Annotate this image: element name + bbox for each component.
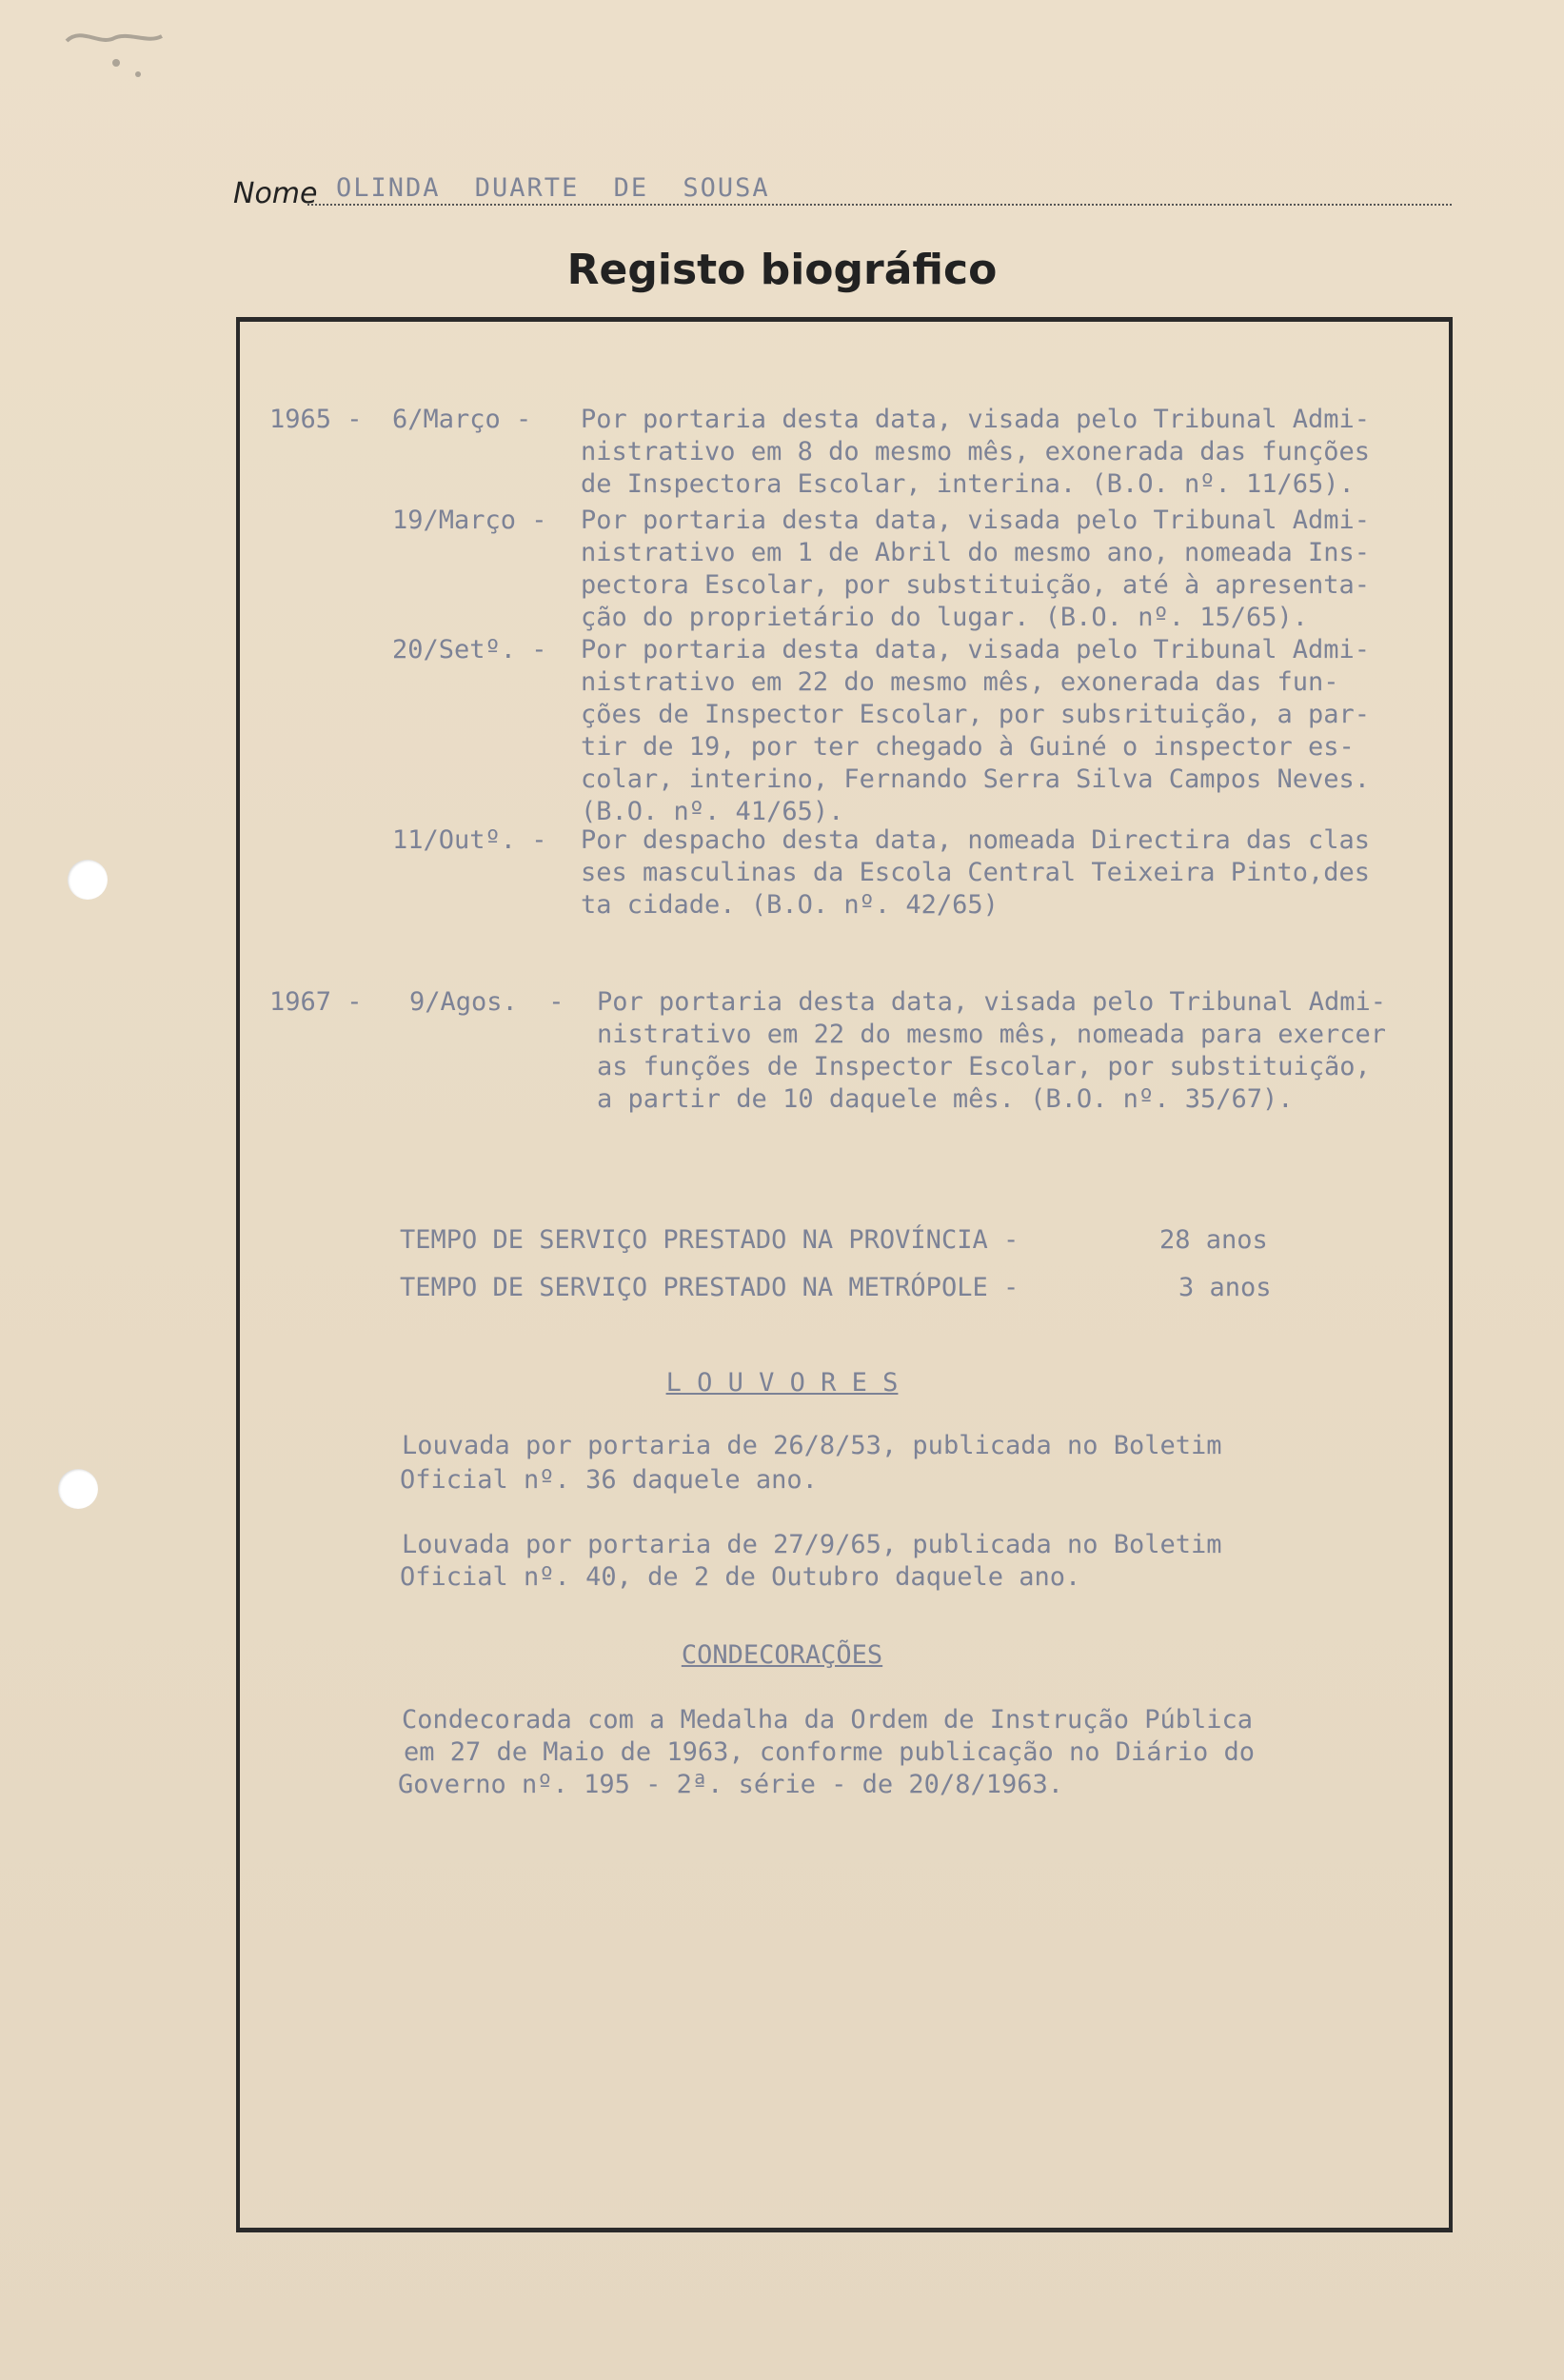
service-value: 3 anos [1178, 1273, 1272, 1302]
punch-hole-top [68, 860, 108, 900]
entry-text-line: a partir de 10 daquele mês. (B.O. nº. 35/67). [597, 1084, 1294, 1114]
entry-text-line: Por despacho desta data, nomeada Directira das clas [581, 825, 1371, 855]
name-label: Nome [233, 177, 318, 210]
entry-date: 19/Março - [392, 506, 547, 535]
ink-stain [57, 17, 171, 84]
entry-year: 1965 - [269, 405, 363, 434]
entry-text-line: nistrativo em 22 do mesmo mês, exonerada das fun- [581, 667, 1339, 697]
condecoracao-text-line: em 27 de Maio de 1963, conforme publicação no Diário do [404, 1737, 1256, 1767]
entry-text-line: tir de 19, por ter chegado à Guiné o inspector es- [581, 732, 1355, 762]
entry-text-line: ção do proprietário do lugar. (B.O. nº. 15/65). [581, 603, 1309, 632]
name-value: OLINDA DUARTE DE SOUSA [336, 173, 770, 203]
entry-date: 20/Setº. - [392, 635, 547, 664]
louvor-text-line: Oficial nº. 40, de 2 de Outubro daquele ano. [400, 1562, 1081, 1592]
entry-text-line: ções de Inspector Escolar, por subsrituição, a par- [581, 700, 1371, 729]
entry-text-line: colar, interino, Fernando Serra Silva Campos Neves. [581, 764, 1371, 794]
entry-date: 9/Agos. - [409, 987, 564, 1017]
entry-text-line: ses masculinas da Escola Central Teixeira Pinto,des [581, 858, 1371, 887]
entry-text-line: ta cidade. (B.O. nº. 42/65) [581, 890, 999, 920]
service-label: TEMPO DE SERVIÇO PRESTADO NA PROVÍNCIA - [400, 1225, 1020, 1255]
condecoracao-text-line: Condecorada com a Medalha da Ordem de Instrução Pública [402, 1705, 1254, 1735]
page-title: Registo biográfico [566, 246, 998, 294]
entry-date: 11/Outº. - [392, 825, 547, 855]
louvores-heading: L O U V O R E S [665, 1368, 899, 1398]
entry-text-line: as funções de Inspector Escolar, por substituição, [597, 1052, 1371, 1081]
entry-text-line: Por portaria desta data, visada pelo Tribunal Admi- [581, 506, 1371, 535]
entry-text-line: nistrativo em 8 do mesmo mês, exonerada das funções [581, 437, 1371, 466]
entry-text-line: nistrativo em 1 de Abril do mesmo ano, nomeada Ins- [581, 538, 1371, 567]
entry-text-line: nistrativo em 22 do mesmo mês, nomeada para exercer [597, 1020, 1387, 1049]
entry-text-line: de Inspectora Escolar, interina. (B.O. nº. 11/65). [581, 469, 1355, 499]
condecoracao-text-line: Governo nº. 195 - 2ª. série - de 20/8/1963. [398, 1770, 1063, 1799]
entry-text-line: Por portaria desta data, visada pelo Tribunal Admi- [581, 405, 1371, 434]
entry-text-line: Por portaria desta data, visada pelo Tribunal Admi- [597, 987, 1387, 1017]
service-value: 28 anos [1159, 1225, 1268, 1255]
name-dotted-line [307, 204, 1452, 206]
service-label: TEMPO DE SERVIÇO PRESTADO NA METRÓPOLE - [400, 1273, 1020, 1302]
name-row [233, 173, 1452, 211]
louvor-text-line: Louvada por portaria de 27/9/65, publicada no Boletim [402, 1530, 1222, 1559]
entry-year: 1967 - [269, 987, 363, 1017]
punch-hole-bottom [58, 1469, 98, 1509]
entry-text-line: (B.O. nº. 41/65). [581, 797, 844, 826]
entry-date: 6/Março - [392, 405, 532, 434]
louvor-text-line: Oficial nº. 36 daquele ano. [400, 1465, 818, 1495]
entry-text-line: Por portaria desta data, visada pelo Tribunal Admi- [581, 635, 1371, 664]
condecoracoes-heading: CONDECORAÇÕES [681, 1640, 883, 1670]
louvor-text-line: Louvada por portaria de 26/8/53, publicada no Boletim [402, 1431, 1222, 1460]
entry-text-line: pectora Escolar, por substituição, até à apresenta- [581, 570, 1371, 600]
